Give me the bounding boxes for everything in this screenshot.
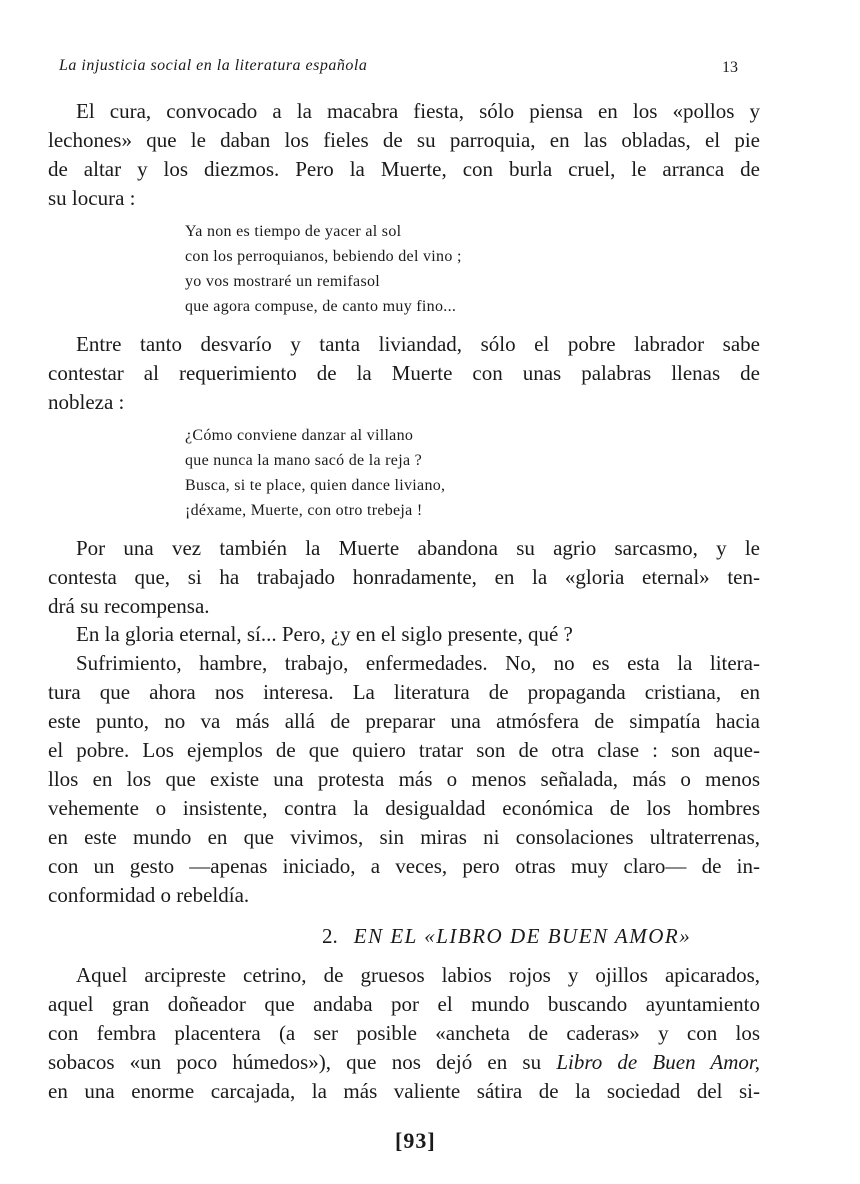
paragraph-3 <box>48 534 760 621</box>
text-line: su locura : <box>48 186 136 210</box>
paragraph-2 <box>48 330 760 417</box>
paragraph-6 <box>48 961 760 1106</box>
verse-line: yo vos mostraré un remifasol <box>185 273 381 290</box>
paragraph-5 <box>48 649 760 910</box>
text-line: nobleza : <box>48 390 125 414</box>
verse-line: Ya non es tiempo de yacer al sol <box>185 223 402 240</box>
verse-quote-1 <box>185 219 462 319</box>
text-line: El cura, convocado a la macabra fiesta, sólo piensa en los «pollos y <box>76 99 760 123</box>
text-line <box>48 1048 760 1077</box>
verse-line: con los perroquianos, bebiendo del vino ; <box>185 248 462 265</box>
verse-quote-2 <box>185 423 445 523</box>
text-line: con fembra placentera (a ser posible «ancheta de caderas» y con los <box>48 1021 760 1045</box>
section-heading <box>322 922 691 951</box>
verse-line: ¿Cómo conviene danzar al villano <box>185 427 414 444</box>
text-line: llos en los que existe una protesta más o menos señalada, más o menos <box>48 767 760 791</box>
verse-line: ¡déxame, Muerte, con otro trebeja ! <box>185 502 423 519</box>
text-line: En la gloria eternal, sí... Pero, ¿y en el siglo presente, qué ? <box>76 622 573 646</box>
text-line: de altar y los diezmos. Pero la Muerte, con burla cruel, le arranca de <box>48 157 760 181</box>
text-line: este punto, no va más allá de preparar una atmósfera de simpatía hacia <box>48 709 760 733</box>
text-line: vehemente o insistente, contra la desigualdad económica de los hombres <box>48 796 760 820</box>
text-line: con un gesto —apenas iniciado, a veces, pero otras muy claro— de in- <box>48 854 760 878</box>
text-line: en este mundo en que vivimos, sin miras ni consolaciones ultraterrenas, <box>48 825 760 849</box>
text-line: Sufrimiento, hambre, trabajo, enfermedades. No, no es esta la litera- <box>76 651 760 675</box>
text-line: Aquel arcipreste cetrino, de gruesos labios rojos y ojillos apicarados, <box>76 963 760 987</box>
section-title: EN EL «LIBRO DE BUEN AMOR» <box>353 924 692 948</box>
text-line: en una enorme carcajada, la más valiente sátira de la sociedad del si- <box>48 1079 760 1103</box>
paragraph-1 <box>48 97 760 213</box>
running-title: La injusticia social en la literatura española <box>59 57 368 74</box>
book-title: Libro de Buen Amor, <box>556 1050 760 1074</box>
folio-number: [93] <box>395 1128 436 1153</box>
text-run: sobacos «un poco húmedos»), que nos dejó en su <box>48 1050 557 1074</box>
text-line: contesta que, si ha trabajado honradamente, en la «gloria eternal» ten- <box>48 565 760 589</box>
text-line: drá su recompensa. <box>48 594 210 618</box>
text-line: contestar al requerimiento de la Muerte con unas palabras llenas de <box>48 361 760 385</box>
text-line: Por una vez también la Muerte abandona su agrio sarcasmo, y le <box>76 536 760 560</box>
paragraph-4 <box>48 620 760 649</box>
text-line: conformidad o rebeldía. <box>48 883 250 907</box>
verse-line: que nunca la mano sacó de la reja ? <box>185 452 423 469</box>
page-number: 13 <box>722 59 738 76</box>
verse-line: Busca, si te place, quien dance liviano, <box>185 477 446 494</box>
text-line: tura que ahora nos interesa. La literatura de propaganda cristiana, en <box>48 680 760 704</box>
text-line: lechones» que le daban los fieles de su parroquia, en las obladas, el pie <box>48 128 760 152</box>
text-line: Entre tanto desvarío y tanta liviandad, sólo el pobre labrador sabe <box>76 332 760 356</box>
verse-line: que agora compuse, de canto muy fino... <box>185 298 457 315</box>
text-line: el pobre. Los ejemplos de que quiero tratar son de otra clase : son aque- <box>48 738 760 762</box>
section-number: 2. <box>322 924 338 948</box>
text-line: aquel gran doñeador que andaba por el mundo buscando ayuntamiento <box>48 992 760 1016</box>
